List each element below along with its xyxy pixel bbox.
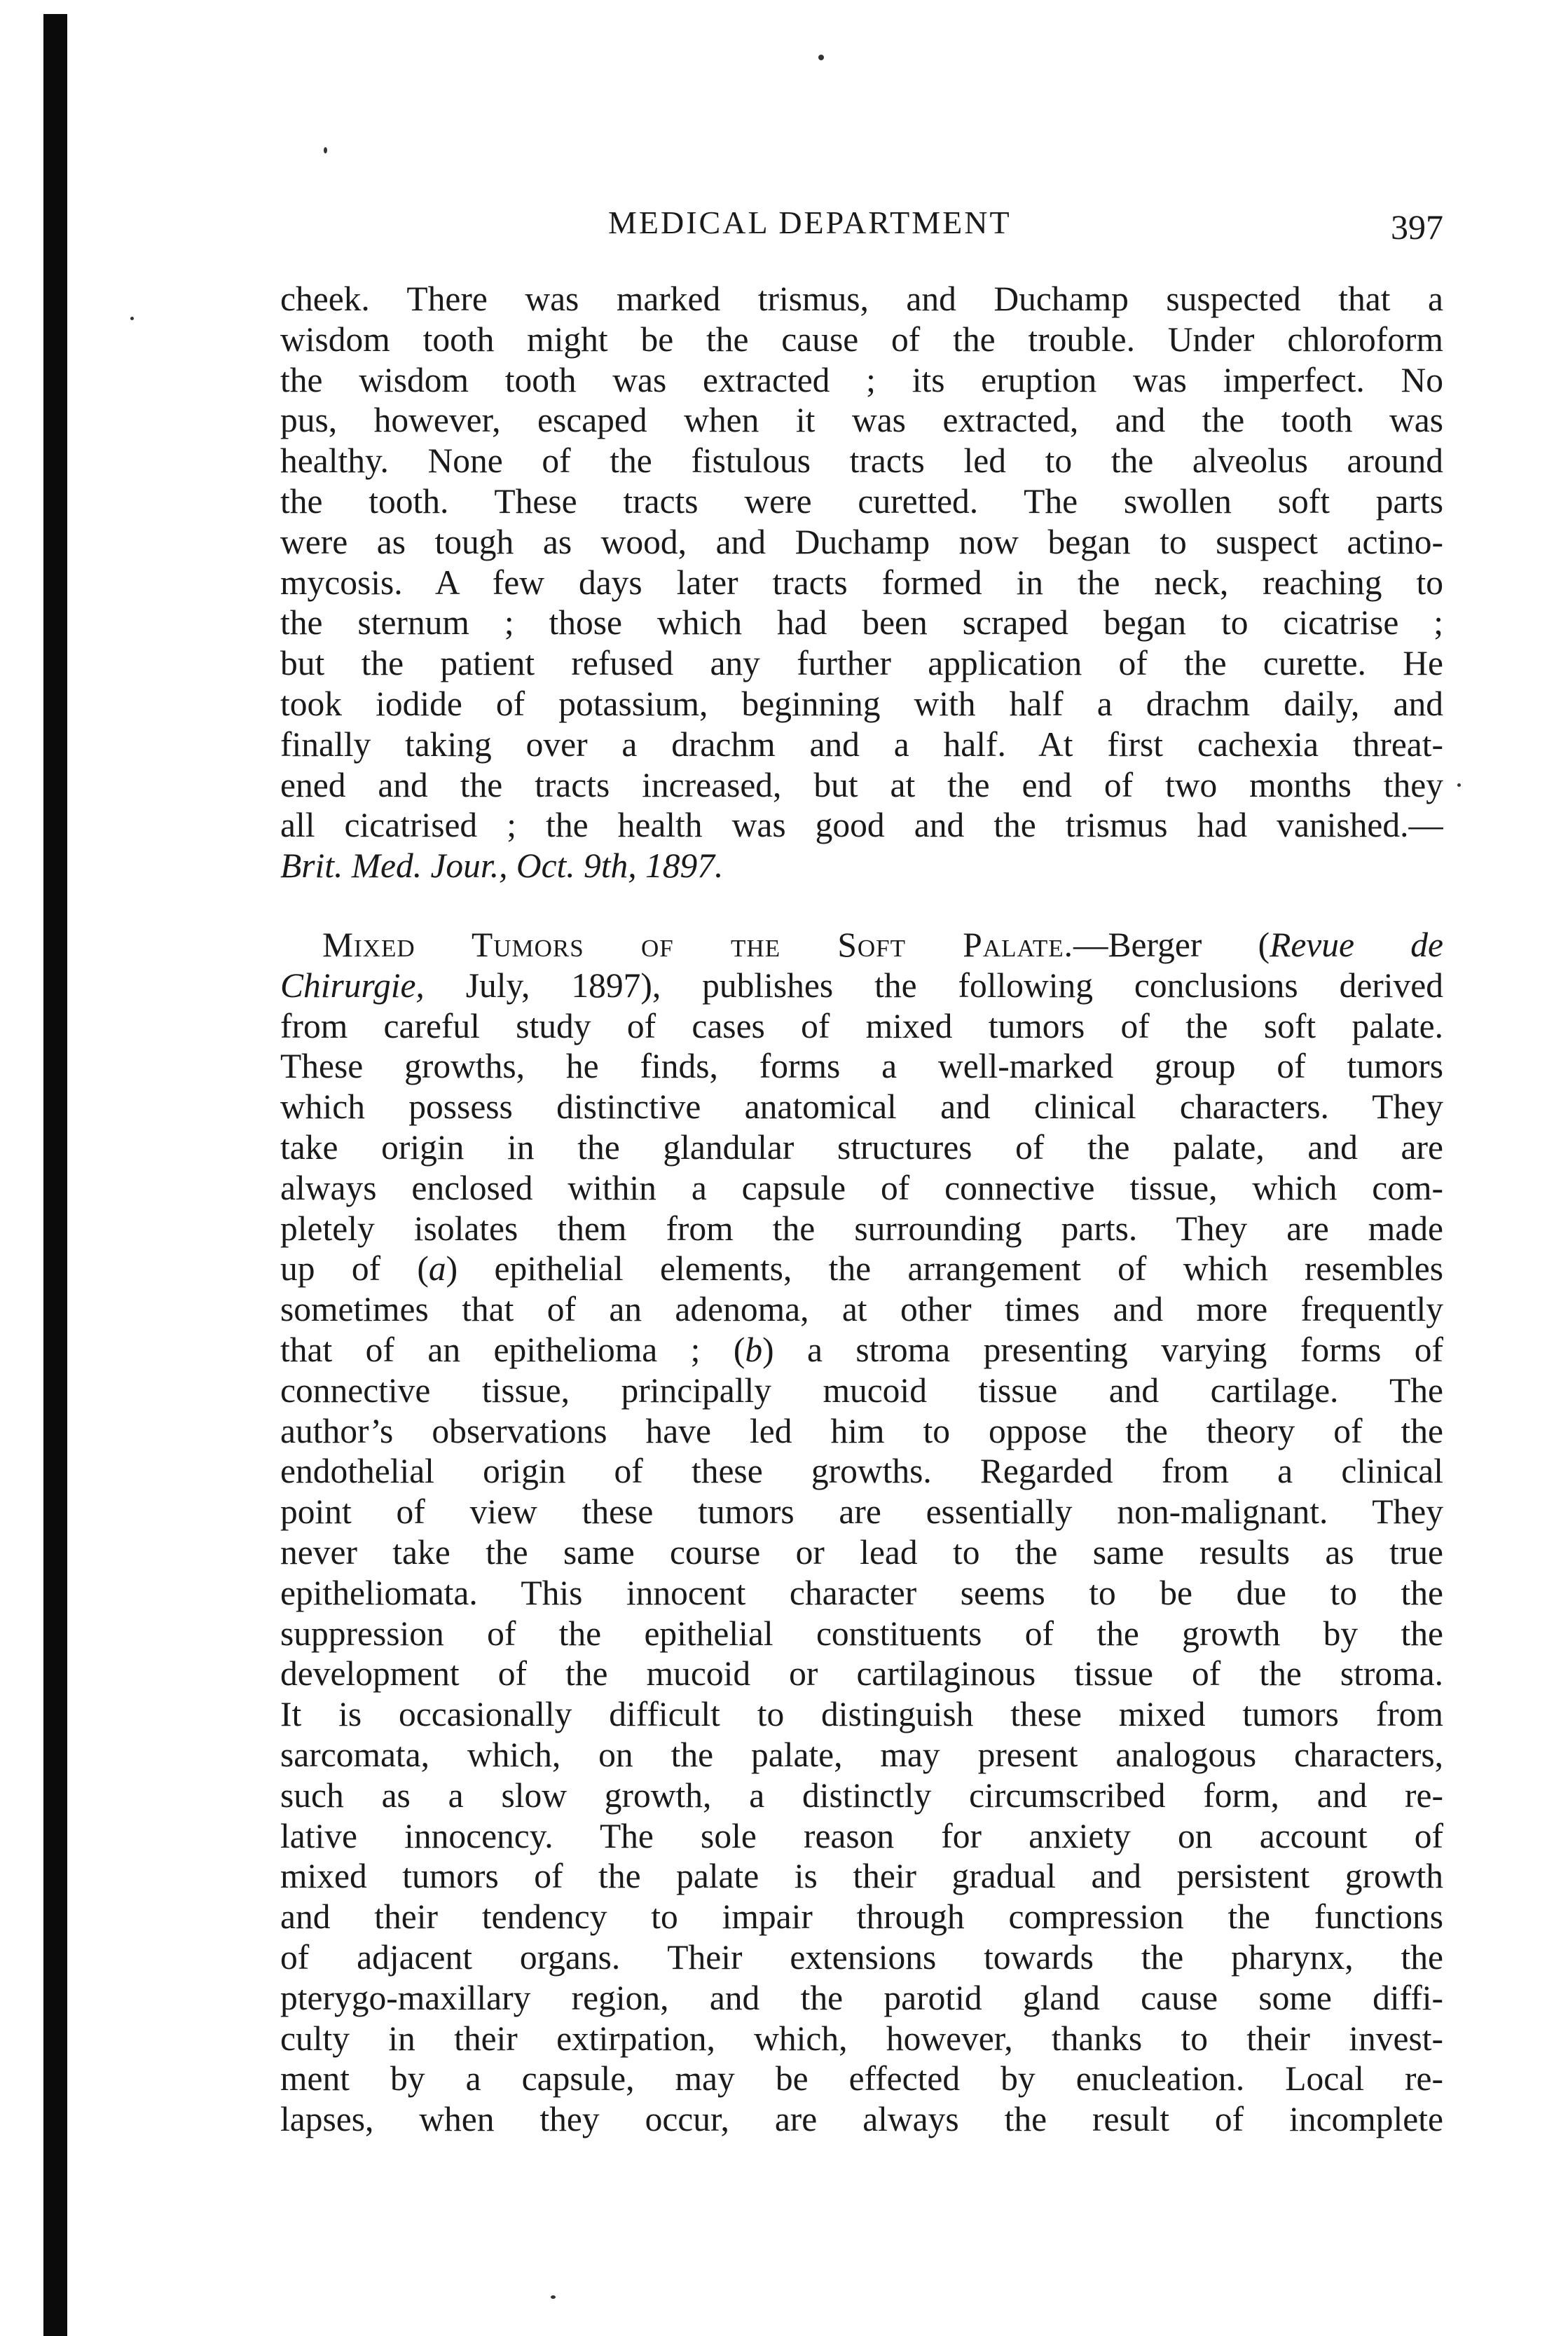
text-line: but the patient refused any further application of the curette. He [280,644,1443,683]
text-line [280,925,1443,966]
text-line: the wisdom tooth was extracted ; its eruption was imperfect. No [280,360,1443,399]
text-line: connective tissue, principally mucoid tissue and cartilage. The [280,1370,1443,1410]
list-marker: a [428,1249,446,1289]
text-line: take origin in the glandular structures of the palate, and are [280,1127,1443,1167]
text-line: lapses, when they occur, are always the result of incomplete [280,2100,1443,2139]
ink-speck [551,2295,556,2299]
text-line: such as a slow growth, a distinctly circumscribed form, and re- [280,1775,1443,1815]
text-line: the sternum ; those which had been scraped began to cicatrise ; [280,603,1443,643]
text-run: up of ( [280,1249,429,1289]
text-run: —Berger ( [1073,926,1270,964]
paragraph-mixed-tumors [280,925,1443,2140]
text-line: These growths, he finds, forms a well-marked group of tumors [280,1047,1443,1086]
page-number: 397 [1391,207,1443,247]
text-line: mycosis. A few days later tracts formed in the neck, reaching to [280,563,1443,602]
text-run: ) epithelial elements, the arrangement of which resembles [446,1249,1443,1289]
text-line [280,1330,1443,1370]
text-line: pletely isolates them from the surrounding parts. They are made [280,1209,1443,1248]
section-heading: Mixed Tumors of the Soft Palate. [322,926,1074,964]
text-run: July, 1897), publishes the following conclusions derived [424,966,1443,1005]
text-line [280,966,1443,1006]
text-line: wisdom tooth might be the cause of the trouble. Under chloroform [280,320,1443,359]
text-line: mixed tumors of the palate is their gradual and persistent growth [280,1857,1443,1896]
text-line: point of view these tumors are essentially non-malignant. They [280,1492,1443,1532]
text-line: always enclosed within a capsule of connective tissue, which com- [280,1168,1443,1207]
text-line: It is occasionally difficult to distinguish these mixed tumors from [280,1695,1443,1734]
text-line: development of the mucoid or cartilaginous tissue of the stroma. [280,1654,1443,1693]
text-line: endothelial origin of these growths. Regarded from a clinical [280,1452,1443,1491]
ink-speck [130,317,134,320]
ink-speck [1457,783,1461,787]
text-line: author’s observations have led him to oppose the theory of the [280,1411,1443,1450]
text-line: which possess distinctive anatomical and clinical characters. They [280,1087,1443,1127]
text-line: lative innocency. The sole reason for anxiety on account of [280,1816,1443,1855]
ink-speck [324,147,327,153]
text-run: ) a stroma presenting varying forms of [762,1330,1443,1369]
running-title: MEDICAL DEPARTMENT [608,205,1012,240]
text-line: from careful study of cases of mixed tumors of the soft palate. [280,1006,1443,1045]
ink-speck [818,55,824,60]
citation [280,846,1443,886]
text-line: the tooth. These tracts were curetted. The swollen soft parts [280,481,1443,521]
journal-title: Revue de [1270,926,1443,964]
text-line: cheek. There was marked trismus, and Duchamp suspected that a [280,280,1443,318]
running-head [280,195,1443,251]
text-line: of adjacent organs. Their extensions towards the pharynx, the [280,1937,1443,1977]
text-line: were as tough as wood, and Duchamp now began to suspect actino- [280,522,1443,561]
text-line [280,1249,1443,1289]
list-marker: b [745,1330,763,1369]
text-line: ened and the tracts increased, but at the end of two months they [280,765,1443,804]
text-run: that of an epithelioma ; ( [280,1330,745,1369]
text-line: culty in their extirpation, which, however, thanks to their invest- [280,2019,1443,2058]
text-line: sometimes that of an adenoma, at other times and more frequently [280,1290,1443,1329]
text-line: pterygo-maxillary region, and the parotid gland cause some diffi- [280,1978,1443,2017]
journal-title: Chirurgie, [280,966,425,1005]
text-line: finally taking over a drachm and a half. At first cachexia threat- [280,724,1443,764]
text-line: never take the same course or lead to the same results as true [280,1532,1443,1572]
text-line: ment by a capsule, may be effected by enucleation. Local re- [280,2059,1443,2098]
citation-text: Brit. Med. Jour., Oct. 9th, 1897. [280,846,724,886]
text-line: epitheliomata. This innocent character seems to be due to the [280,1573,1443,1612]
text-line: pus, however, escaped when it was extracted, and the tooth was [280,401,1443,440]
text-line: suppression of the epithelial constituents of the growth by the [280,1614,1443,1653]
text-line: and their tendency to impair through compression the functions [280,1897,1443,1937]
text-line: took iodide of potassium, beginning with half a drachm daily, and [280,684,1443,723]
paragraph-trismus-case [280,279,1443,886]
binding-edge [43,14,67,2336]
text-line: all cicatrised ; the health was good and the trismus had vanished.— [280,806,1443,845]
text-line: sarcomata, which, on the palate, may present analogous characters, [280,1735,1443,1774]
text-line: healthy. None of the fistulous tracts led to the alveolus around [280,441,1443,481]
